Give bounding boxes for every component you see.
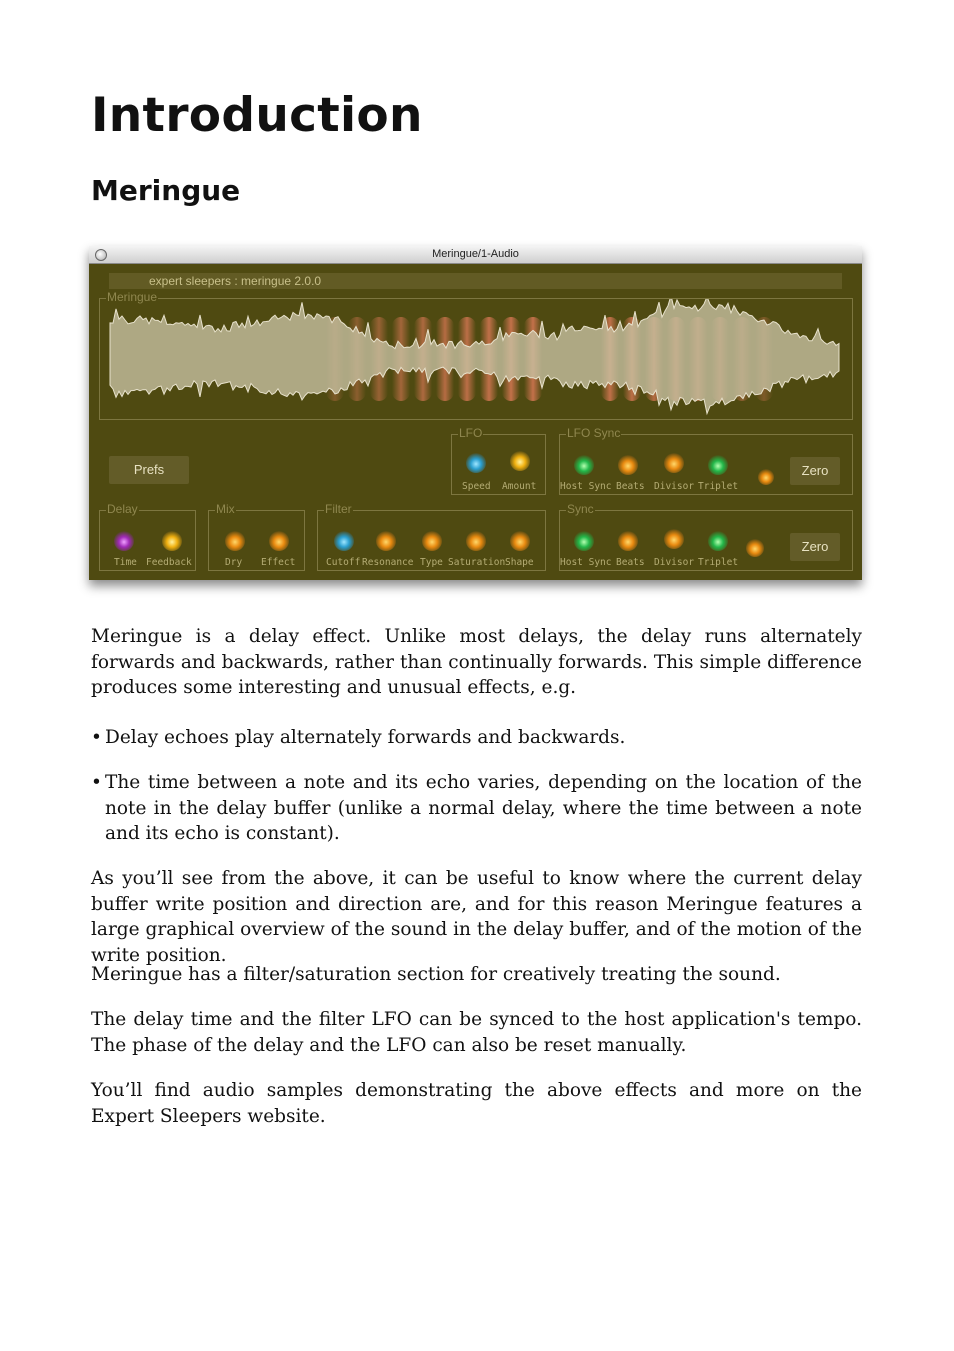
knob-label: Amount bbox=[502, 481, 537, 492]
knob-label: Host Sync bbox=[560, 481, 612, 492]
plugin-window-screenshot bbox=[89, 246, 862, 580]
delay-time-knob[interactable] bbox=[114, 531, 134, 551]
knob-label: Divisor bbox=[654, 481, 695, 492]
bullet-text: Delay echoes play alternately forwards and backwards. bbox=[105, 727, 626, 748]
lfo-group bbox=[451, 426, 546, 495]
knob-label: Triplet bbox=[698, 481, 739, 492]
lfo-amount-knob[interactable] bbox=[510, 451, 530, 471]
knob-label: Type bbox=[420, 557, 443, 568]
waveform-display bbox=[99, 290, 853, 420]
knob-label: Saturation bbox=[448, 557, 506, 568]
filter-type-knob[interactable] bbox=[422, 531, 442, 551]
mix-effect-knob[interactable] bbox=[269, 531, 289, 551]
lfo-beats-knob[interactable] bbox=[618, 455, 638, 475]
paragraph-overview: As you’ll see from the above, it can be useful to know where the current delay buffer write position and direction are, and for this reason Meringue features a large graphical overview of the sound in the delay buffer, and of the motion of the write position. bbox=[91, 868, 862, 966]
lfo-host-sync-knob[interactable] bbox=[574, 455, 594, 475]
sync-host-sync-knob[interactable] bbox=[574, 531, 594, 551]
filter-resonance-knob[interactable] bbox=[376, 531, 396, 551]
filter-group-label: Filter bbox=[325, 502, 352, 516]
filter-saturation-knob[interactable] bbox=[466, 531, 486, 551]
sync-beats-knob[interactable] bbox=[618, 531, 638, 551]
filter-shape-knob[interactable] bbox=[510, 531, 530, 551]
sync-divisor-knob[interactable] bbox=[664, 529, 684, 549]
knob-label: Feedback bbox=[146, 557, 192, 568]
lfo-speed-knob[interactable] bbox=[466, 453, 486, 473]
knob-label: Effect bbox=[261, 557, 296, 568]
paragraph-filter: Meringue has a filter/saturation section for creatively treating the sound. bbox=[91, 964, 781, 985]
filter-group bbox=[317, 502, 546, 571]
delay-group bbox=[99, 502, 196, 571]
prefs-button[interactable]: Prefs bbox=[109, 456, 189, 484]
section-title: Meringue bbox=[91, 174, 241, 207]
window-title: Meringue/1-Audio bbox=[432, 248, 519, 260]
sync-triplet-knob[interactable] bbox=[708, 531, 728, 551]
knob-label: Beats bbox=[616, 557, 645, 568]
knob-label: Time bbox=[114, 557, 137, 568]
window-close-icon[interactable] bbox=[95, 249, 107, 261]
lfo-group-label: LFO bbox=[459, 426, 483, 440]
delay-feedback-knob[interactable] bbox=[162, 531, 182, 551]
sync-group bbox=[559, 502, 853, 571]
paragraph-sync: The delay time and the filter LFO can be synced to the host application's tempo. The phase of the delay and the LFO can also be reset manually. bbox=[91, 1009, 862, 1056]
filter-cutoff-knob[interactable] bbox=[334, 531, 354, 551]
knob-label: Speed bbox=[462, 481, 491, 492]
sync-zero-button[interactable]: Zero bbox=[790, 533, 840, 561]
window-titlebar bbox=[89, 246, 862, 264]
page-title: Introduction bbox=[91, 88, 423, 143]
paragraph-intro: Meringue is a delay effect. Unlike most delays, the delay runs alternately forwards and backwards, rather than continually forwards. This simple difference produces some interesting and unusual effects, e.g. bbox=[91, 626, 862, 698]
knob-label: Dry bbox=[225, 557, 243, 568]
knob-label: Divisor bbox=[654, 557, 695, 568]
lfo-sync-group bbox=[559, 426, 853, 495]
lfo-divisor-knob[interactable] bbox=[664, 453, 684, 473]
knob-label: Cutoff bbox=[326, 557, 361, 568]
paragraph-samples: You’ll find audio samples demonstrating the above effects and more on the Expert Sleepers website. bbox=[91, 1080, 862, 1127]
waveform-graphic bbox=[100, 299, 852, 419]
knob-label: Shape bbox=[505, 557, 534, 568]
bullet-text: The time between a note and its echo varies, depending on the location of the note in the delay buffer (unlike a normal delay, where the time between a note and its echo is constant). bbox=[105, 772, 862, 844]
bullet-item bbox=[91, 725, 862, 751]
delay-group-label: Delay bbox=[107, 502, 138, 516]
lfo-triplet-knob[interactable] bbox=[708, 455, 728, 475]
lfo-sync-group-label: LFO Sync bbox=[567, 426, 621, 440]
bullet-dot: • bbox=[91, 772, 102, 793]
knob-label: Host Sync bbox=[560, 557, 612, 568]
lfo-phase-indicator bbox=[758, 469, 774, 485]
knob-label: Beats bbox=[616, 481, 645, 492]
lfo-zero-button[interactable]: Zero bbox=[790, 457, 840, 485]
sync-phase-indicator bbox=[746, 539, 764, 557]
sync-group-label: Sync bbox=[567, 502, 594, 516]
knob-label: Resonance bbox=[362, 557, 414, 568]
mix-group bbox=[208, 502, 305, 571]
knob-label: Triplet bbox=[698, 557, 739, 568]
bullet-item bbox=[91, 770, 862, 847]
display-label: Meringue bbox=[107, 290, 158, 304]
bullet-dot: • bbox=[91, 727, 102, 748]
plugin-panel bbox=[89, 264, 862, 580]
mix-group-label: Mix bbox=[216, 502, 235, 516]
plugin-banner: expert sleepers : meringue 2.0.0 bbox=[109, 273, 842, 289]
mix-dry-knob[interactable] bbox=[225, 531, 245, 551]
